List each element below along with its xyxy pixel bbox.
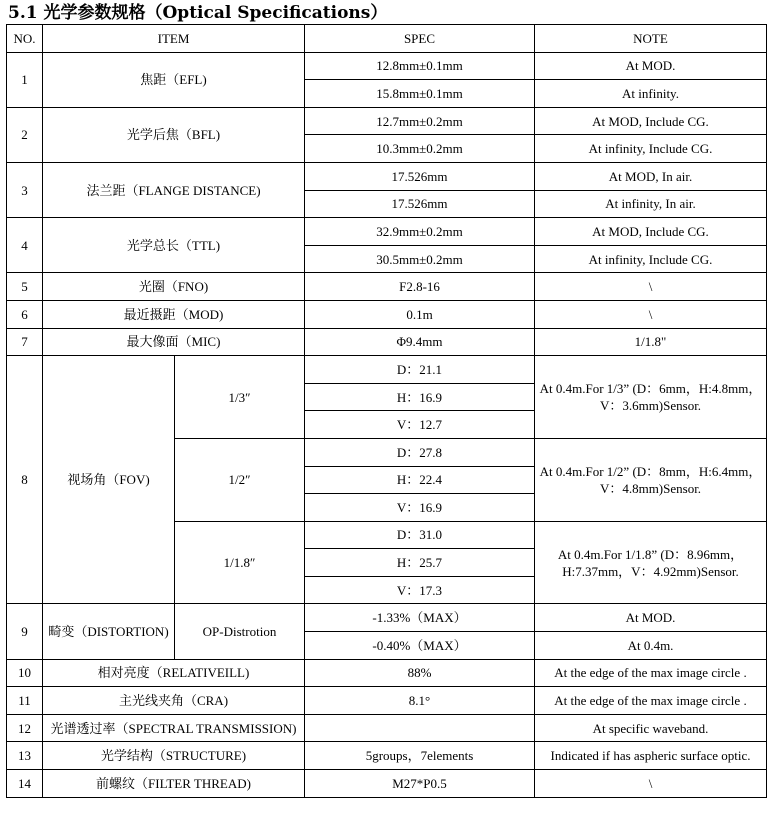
note-value: At the edge of the max image circle . <box>535 659 767 687</box>
row-number: 7 <box>7 328 43 356</box>
note-value: At MOD. <box>535 52 767 80</box>
row-number: 3 <box>7 162 43 217</box>
row-number: 1 <box>7 52 43 107</box>
note-value: At infinity, Include CG. <box>535 245 767 273</box>
spec-value: 12.8mm±0.1mm <box>305 52 535 80</box>
spec-value: 5groups，7elements <box>305 742 535 770</box>
table-row <box>7 218 767 246</box>
row-number: 6 <box>7 300 43 328</box>
note-value: \ <box>535 300 767 328</box>
note-value: At specific waveband. <box>535 714 767 742</box>
note-value: At infinity, Include CG. <box>535 135 767 163</box>
header-row <box>7 25 767 53</box>
note-value: At MOD. <box>535 604 767 632</box>
row-number: 12 <box>7 714 43 742</box>
spec-value: H：22.4 <box>305 466 535 494</box>
table-row <box>7 300 767 328</box>
note-value: At 0.4m.For 1/2” (D：8mm，H:6.4mm，V：4.8mm)Sensor. <box>535 438 767 521</box>
note-value: At infinity, In air. <box>535 190 767 218</box>
item-label: 光谱透过率（SPECTRAL TRANSMISSION) <box>43 714 305 742</box>
table-row <box>7 273 767 301</box>
item-label: 光圈（FNO) <box>43 273 305 301</box>
spec-value: H：16.9 <box>305 383 535 411</box>
item-label: 光学后焦（BFL) <box>43 107 305 162</box>
note-value: At the edge of the max image circle . <box>535 687 767 715</box>
table-row <box>7 356 767 384</box>
page-title: 5.1 光学参数规格（Optical Specifications） <box>8 3 388 23</box>
spec-value: -0.40%（MAX） <box>305 632 535 660</box>
note-value: At 0.4m.For 1/1.8” (D：8.96mm，H:7.37mm，V：4.92mm)Sensor. <box>535 521 767 604</box>
item-label: 视场角（FOV) <box>43 356 175 604</box>
table-row <box>7 714 767 742</box>
header-item: ITEM <box>43 25 305 53</box>
note-value: \ <box>535 770 767 798</box>
spec-value: 12.7mm±0.2mm <box>305 107 535 135</box>
spec-value: 8.1° <box>305 687 535 715</box>
item-label: 法兰距（FLANGE DISTANCE) <box>43 162 305 217</box>
table-row <box>7 742 767 770</box>
sensor-size-label: 1/3″ <box>175 356 305 439</box>
item-label: 最大像面（MIC) <box>43 328 305 356</box>
note-value: At 0.4m.For 1/3” (D：6mm，H:4.8mm，V：3.6mm)Sensor. <box>535 356 767 439</box>
item-label: 前螺纹（FILTER THREAD) <box>43 770 305 798</box>
item-label: 焦距（EFL) <box>43 52 305 107</box>
spec-value: Φ9.4mm <box>305 328 535 356</box>
table-row <box>7 107 767 135</box>
spec-value: V：16.9 <box>305 494 535 522</box>
row-number: 10 <box>7 659 43 687</box>
table-row <box>7 659 767 687</box>
item-label: 畸变（DISTORTION) <box>43 604 175 659</box>
spec-value: V：12.7 <box>305 411 535 439</box>
table-row <box>7 604 767 632</box>
row-number: 14 <box>7 770 43 798</box>
table-row <box>7 687 767 715</box>
spec-value: D：27.8 <box>305 438 535 466</box>
table-row <box>7 328 767 356</box>
row-number: 4 <box>7 218 43 273</box>
distortion-type-label: OP-Distrotion <box>175 604 305 659</box>
item-label: 光学结构（STRUCTURE) <box>43 742 305 770</box>
row-number: 2 <box>7 107 43 162</box>
row-number: 5 <box>7 273 43 301</box>
spec-value: 17.526mm <box>305 190 535 218</box>
spec-value: V：17.3 <box>305 576 535 604</box>
spec-value: D：31.0 <box>305 521 535 549</box>
note-value: At infinity. <box>535 80 767 108</box>
note-value: At MOD, Include CG. <box>535 218 767 246</box>
optical-specifications-table <box>6 24 767 798</box>
table-row <box>7 52 767 80</box>
sensor-size-label: 1/2″ <box>175 438 305 521</box>
note-value: Indicated if has aspheric surface optic. <box>535 742 767 770</box>
header-no: NO. <box>7 25 43 53</box>
spec-value: 32.9mm±0.2mm <box>305 218 535 246</box>
row-number: 11 <box>7 687 43 715</box>
spec-value: 15.8mm±0.1mm <box>305 80 535 108</box>
row-number: 8 <box>7 356 43 604</box>
header-note: NOTE <box>535 25 767 53</box>
row-number: 9 <box>7 604 43 659</box>
item-label: 相对亮度（RELATIVEILL) <box>43 659 305 687</box>
table-row <box>7 770 767 798</box>
sensor-size-label: 1/1.8″ <box>175 521 305 604</box>
header-spec: SPEC <box>305 25 535 53</box>
spec-value <box>305 714 535 742</box>
spec-value: D：21.1 <box>305 356 535 384</box>
item-label: 最近摄距（MOD) <box>43 300 305 328</box>
item-label: 主光线夹角（CRA) <box>43 687 305 715</box>
note-value: \ <box>535 273 767 301</box>
spec-value: 17.526mm <box>305 162 535 190</box>
spec-value: 10.3mm±0.2mm <box>305 135 535 163</box>
spec-value: 0.1m <box>305 300 535 328</box>
spec-value: M27*P0.5 <box>305 770 535 798</box>
spec-value: F2.8-16 <box>305 273 535 301</box>
table-row <box>7 162 767 190</box>
note-value: At 0.4m. <box>535 632 767 660</box>
note-value: 1/1.8" <box>535 328 767 356</box>
spec-value: H：25.7 <box>305 549 535 577</box>
spec-value: 88% <box>305 659 535 687</box>
note-value: At MOD, Include CG. <box>535 107 767 135</box>
note-value: At MOD, In air. <box>535 162 767 190</box>
spec-value: 30.5mm±0.2mm <box>305 245 535 273</box>
spec-value: -1.33%（MAX） <box>305 604 535 632</box>
item-label: 光学总长（TTL) <box>43 218 305 273</box>
row-number: 13 <box>7 742 43 770</box>
